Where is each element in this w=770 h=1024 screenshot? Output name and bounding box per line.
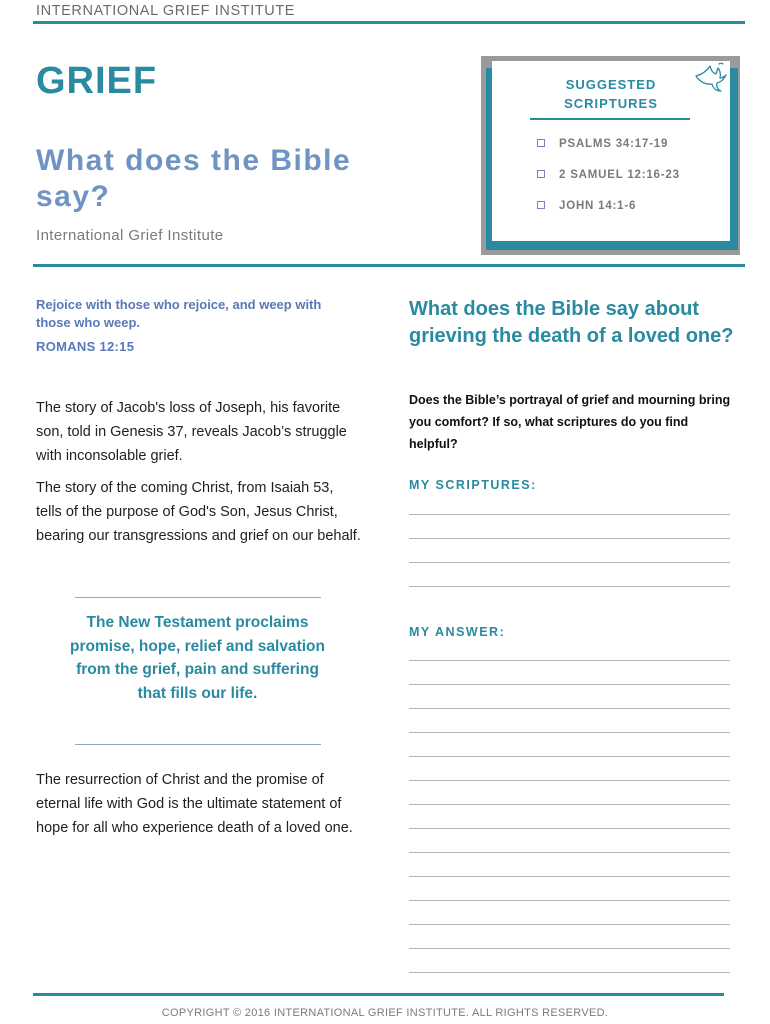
worksheet-heading: What does the Bible say about grieving the death of a loved one?: [409, 298, 734, 347]
page-title: GRIEF: [36, 60, 158, 102]
scripture-item: [537, 138, 668, 150]
answer-writing-line[interactable]: [409, 852, 730, 853]
subtitle-organization: International Grief Institute: [36, 227, 224, 244]
checkbox-icon: [537, 139, 545, 147]
scripture-item-label: PSALMS 34:17-19: [559, 138, 669, 150]
header-organization: INTERNATIONAL GRIEF INSTITUTE: [36, 3, 296, 19]
top-divider: [33, 21, 745, 24]
scripture-item-label: JOHN 14:1-6: [559, 200, 637, 212]
answer-writing-line[interactable]: [409, 756, 730, 757]
scripture-item: [537, 169, 680, 181]
worksheet-question: Does the Bible’s portrayal of grief and mourning bring you comfort? If so, what scriptures do you find helpful?: [409, 393, 731, 451]
answer-writing-line[interactable]: [409, 948, 730, 949]
answer-writing-line[interactable]: [409, 684, 730, 685]
answer-writing-line[interactable]: [409, 924, 730, 925]
answer-writing-line[interactable]: [409, 780, 730, 781]
answer-writing-line[interactable]: [409, 732, 730, 733]
answer-writing-line[interactable]: [409, 804, 730, 805]
answer-writing-line[interactable]: [409, 828, 730, 829]
scripture-writing-line[interactable]: [409, 586, 730, 587]
my-answer-label: MY ANSWER:: [409, 625, 506, 639]
quote-divider-top: [75, 597, 321, 598]
paragraph-resurrection: The resurrection of Christ and the promise of eternal life with God is the ultimate statement of hope for all who experience death of a loved one.: [36, 772, 353, 836]
page-subtitle: What does the Bible say?: [36, 144, 352, 213]
copyright-footer: COPYRIGHT © 2016 INTERNATIONAL GRIEF INSTITUTE. ALL RIGHTS RESERVED.: [161, 1007, 609, 1019]
answer-writing-line[interactable]: [409, 876, 730, 877]
featured-verse-reference: ROMANS 12:15: [36, 339, 135, 354]
answer-writing-line[interactable]: [409, 660, 730, 661]
scripture-item: [537, 200, 636, 212]
answer-writing-line[interactable]: [409, 708, 730, 709]
footer-divider: [33, 993, 724, 996]
featured-verse: Rejoice with those who rejoice, and weep with those who weep.: [36, 297, 322, 330]
scripture-box-title: SUGGESTED SCRIPTURES: [564, 77, 658, 111]
scripture-item-label: 2 SAMUEL 12:16-23: [559, 169, 680, 181]
scripture-box-divider: [530, 118, 690, 120]
paragraph-jacob: The story of Jacob's loss of Joseph, his favorite son, told in Genesis 37, reveals Jacob’s struggle with inconsolable grief.: [36, 400, 347, 464]
dove-icon: [693, 60, 727, 92]
checkbox-icon: [537, 201, 545, 209]
scripture-writing-line[interactable]: [409, 514, 730, 515]
checkbox-icon: [537, 170, 545, 178]
title-divider: [33, 264, 745, 267]
answer-writing-line[interactable]: [409, 972, 730, 973]
scripture-writing-line[interactable]: [409, 538, 730, 539]
my-scriptures-label: MY SCRIPTURES:: [409, 478, 537, 492]
paragraph-isaiah: The story of the coming Christ, from Isaiah 53, tells of the purpose of God's Son, Jesus Christ, bearing our transgressions and grief on our behalf.: [36, 480, 361, 544]
quote-divider-bottom: [75, 744, 321, 745]
pull-quote: The New Testament proclaims promise, hope, relief and salvation from the grief, pain and suffering that fills our life.: [70, 614, 325, 702]
answer-writing-line[interactable]: [409, 900, 730, 901]
scripture-writing-line[interactable]: [409, 562, 730, 563]
